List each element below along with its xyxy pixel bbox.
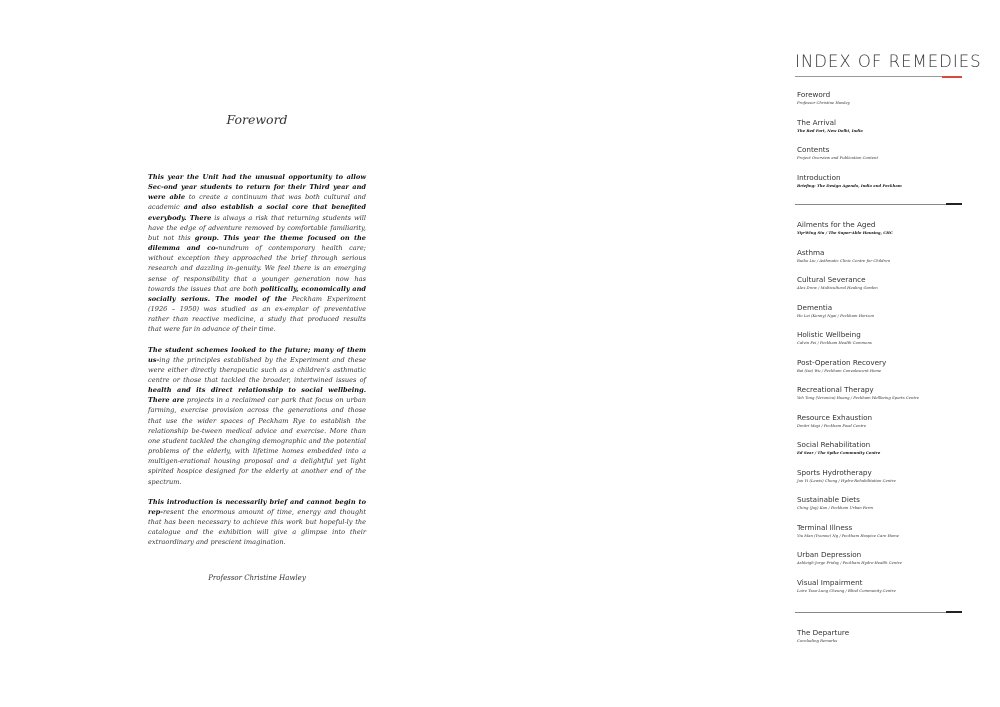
foreword-paragraph-2 bbox=[148, 345, 366, 487]
index-entry-heading: Terminal Illness bbox=[797, 522, 853, 532]
index-entry-subtitle: Ed Sear / The Spike Community Centre bbox=[797, 450, 881, 455]
index-entry[interactable] bbox=[797, 330, 962, 346]
index-entry-subtitle: Briefing: The Design Agenda, India and Peckham bbox=[797, 182, 902, 188]
index-entry-subtitle: Ashleigh-Jorge Friday / Peckham Hydro-Health Centre bbox=[797, 560, 902, 565]
index-entry[interactable] bbox=[797, 385, 962, 401]
index-entry-subtitle: Jun Yi (Lewis) Chong / Hydro-Rehabilitation Centre bbox=[797, 477, 896, 483]
index-entry-subtitle: Yeh Tong (Veronica) Huang / Peckham Wellbeing Sports Centre bbox=[797, 395, 920, 400]
index-entry-heading: Ailments for the Aged bbox=[797, 220, 876, 229]
index-entry-subtitle: Project Overview and Publication Content bbox=[797, 155, 878, 160]
index-entry-heading: The Arrival bbox=[797, 117, 837, 127]
index-entry[interactable] bbox=[797, 550, 962, 566]
foreword-text-run: and also establish a social core that benefited everybody. There bbox=[148, 203, 366, 222]
index-entry-heading: Post-Operation Recovery bbox=[797, 357, 887, 367]
section-divider-2 bbox=[795, 612, 960, 613]
title-rule bbox=[795, 76, 962, 77]
index-entry-subtitle: Ruibo Liu / Asthmatic Clinic Centre for Children bbox=[797, 257, 891, 263]
index-entry-subtitle: Yip-Wing Siu / The Super-Able Housing, CHC bbox=[797, 230, 893, 235]
index-entry-heading: Asthma bbox=[797, 247, 825, 257]
foreword-text-run: nundrum of contemporary health care; without exception they approached the brief through serious research and dazzling in-genuity. We feel there is an emerging sense of responsibility that a younger generation now has towards the issues that are both bbox=[148, 244, 366, 293]
index-entry[interactable] bbox=[797, 118, 962, 134]
index-entry-subtitle: Yiu Man (Yvonne) Ng / Peckham Hospice Care Home bbox=[797, 532, 900, 538]
index-entry[interactable] bbox=[797, 358, 962, 374]
index-entry-subtitle: Dmitri Mayi / Peckham Food Centre bbox=[797, 422, 867, 428]
index-entry[interactable] bbox=[797, 413, 962, 429]
foreword-text-run: politically, economically and socially serious. The model of the bbox=[148, 284, 366, 303]
foreword-text-run: projects in a reclaimed car park that focus on urban farming, exercise provision across the generations and those that use the wider spaces of Peckham Rye to establish the relationship be-tween medical advice and exercise. More than one student tackled the changing demographic and the potential problems of the elderly, with lifetime homes embedded into a multigen-erational housing proposal and a delightful yet light spirited hospice designed for the elderly at another end of the spectrum. bbox=[148, 396, 366, 486]
foreword-text-run: group. This year the theme focused on the dilemma and co- bbox=[148, 233, 366, 253]
index-entry-heading: Cultural Severance bbox=[797, 275, 866, 284]
index-entry[interactable] bbox=[797, 90, 962, 106]
index-entry[interactable] bbox=[797, 275, 962, 291]
foreword-paragraph-1 bbox=[148, 172, 366, 335]
index-entry[interactable] bbox=[797, 145, 962, 161]
index-entry-heading: Social Rehabilitation bbox=[797, 440, 871, 449]
foreword-text-run: health and its direct relationship to social wellbeing. There are bbox=[148, 386, 366, 405]
index-entry-heading: Sustainable Diets bbox=[797, 495, 860, 504]
index-entry-subtitle: The Red Fort, New Delhi, India bbox=[797, 127, 863, 133]
index-entry[interactable] bbox=[797, 440, 962, 456]
foreword-signature: Professor Christine Hawley bbox=[208, 574, 306, 582]
title-rule-accent bbox=[942, 76, 962, 78]
index-entry-subtitle: Professor Christine Hawley bbox=[797, 100, 850, 105]
index-entry[interactable] bbox=[797, 173, 962, 189]
index-entry-heading: Sports Hydrotherapy bbox=[797, 467, 872, 477]
section-divider-mark-1 bbox=[946, 203, 962, 205]
index-entry-heading: Introduction bbox=[797, 172, 841, 182]
index-entry[interactable] bbox=[797, 220, 962, 236]
index-entry[interactable] bbox=[797, 495, 962, 511]
foreword-text-run: Peckham Experiment (1926 – 1950) was studied as an ex-emplar of preventative rather than reactive medicine, a study that produced results that were far in advance of their time. bbox=[148, 294, 366, 334]
foreword-text-run: This year the Unit had the unusual opportunity to allow Sec-ond year students to return for their Third year and were able bbox=[148, 173, 366, 202]
index-entry[interactable] bbox=[797, 303, 962, 319]
index-entry-subtitle: Ho Lai (Kenny) Ngai / Peckham Horizon bbox=[797, 312, 875, 318]
index-entry-subtitle: Loire Tsao-Lung Cheung / Blind Community Centre bbox=[797, 587, 896, 593]
index-entry-subtitle: Calvin Fei / Peckham Health Commons bbox=[797, 340, 872, 345]
foreword-title: Foreword bbox=[226, 112, 288, 127]
index-entry-heading: Visual Impairment bbox=[797, 577, 863, 587]
index-entry-subtitle: Concluding Remarks bbox=[797, 638, 838, 643]
index-entry-subtitle: Alex Drew / Multicultural Healing Garden bbox=[797, 285, 878, 290]
index-entry-heading: Foreword bbox=[797, 90, 831, 99]
index-entry[interactable] bbox=[797, 468, 962, 484]
index-entry[interactable] bbox=[797, 578, 962, 594]
foreword-text-run: is always a risk that returning students will have the edge of adventure removed by comfortable familiarity, but not this bbox=[148, 213, 366, 242]
index-entry[interactable] bbox=[797, 628, 962, 644]
foreword-text-run: to create a continuum that was both cultural and academic bbox=[148, 193, 366, 212]
index-entry-subtitle: Ching (Jay) Kan / Peckham Urban Farm bbox=[797, 505, 873, 510]
foreword-text-run: This introduction is necessarily brief and cannot begin to rep- bbox=[148, 497, 366, 516]
index-entry-heading: Contents bbox=[797, 145, 830, 154]
index-entry[interactable] bbox=[797, 523, 962, 539]
index-entry-heading: Resource Exhaustion bbox=[797, 412, 873, 422]
index-entry[interactable] bbox=[797, 248, 962, 264]
foreword-body bbox=[148, 172, 366, 557]
index-entry-heading: Urban Depression bbox=[797, 550, 862, 559]
index-entry-heading: The Departure bbox=[797, 628, 850, 637]
foreword-text-run: ing the principles established by the Experiment and these were either directly therapeutic such as a children's asthmatic centre or those that tackled the broader, intertwined issues of bbox=[148, 355, 366, 384]
index-entry-heading: Dementia bbox=[797, 302, 833, 312]
index-entry-heading: Recreational Therapy bbox=[797, 385, 874, 394]
index-entry-subtitle: Bai (Isa) Wu / Peckham Convalescent Home bbox=[797, 367, 882, 373]
foreword-text-run: The student schemes looked to the future; many of them us- bbox=[148, 345, 366, 364]
foreword-paragraph-3 bbox=[148, 497, 366, 548]
section-divider-mark-2 bbox=[946, 611, 962, 613]
foreword-text-run: resent the enormous amount of time, energy and thought that has been necessary to achieve this work but hopeful-ly the catalogue and the exhibition will give a glimpse into their extraordinary and prescient imagination. bbox=[148, 507, 366, 547]
index-title: INDEX OF REMEDIES bbox=[795, 52, 982, 71]
section-divider-1 bbox=[795, 204, 960, 205]
index-entry-heading: Holistic Wellbeing bbox=[797, 330, 861, 339]
